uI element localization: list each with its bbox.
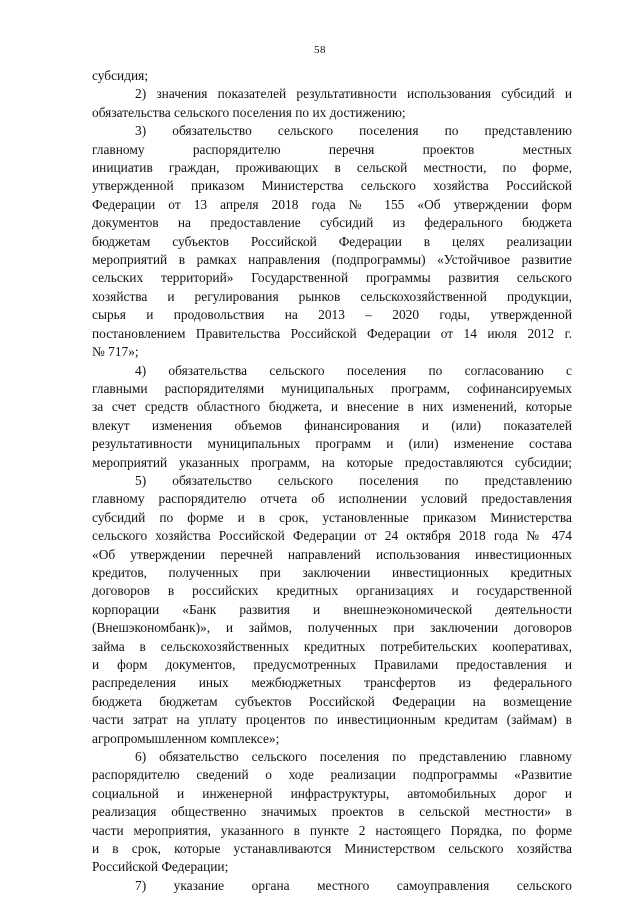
text-line: и в срок, которые устанавливаются Министерством сельского хозяйства	[92, 841, 572, 857]
text-line: займа в сельскохозяйственных кредитных потребительских кооперативах,	[92, 638, 572, 654]
text-line: бюджетам субъектов Российской Федерации в целях реализации	[92, 233, 572, 249]
text-line: 3) обязательство сельского поселения по представлению	[135, 123, 572, 139]
text-line: кредитов, полученных при заключении инвестиционных кредитных	[92, 564, 572, 580]
text-line: сырья и продовольствия на 2013 – 2020 годы, утвержденной	[92, 307, 572, 323]
text-line: главному распорядителю отчета об исполнении условий предоставления	[92, 491, 572, 507]
text-line: договоров в российских кредитных организациях и государственной	[92, 583, 572, 599]
text-line: утвержденной приказом Министерства сельского хозяйства Российской	[92, 178, 572, 194]
text-line: 7) указание органа местного самоуправления сельского	[135, 877, 572, 893]
text-line: субсидия;	[92, 68, 149, 83]
text-line: 6) обязательство сельского поселения по представлению главному	[135, 749, 572, 765]
text-line: влекут изменения объемов финансирования и (или) показателей	[92, 417, 572, 433]
text-line: реализация общественно значимых проектов в сельской местности» в	[92, 804, 572, 820]
text-line: социальной и инженерной инфраструктуры, автомобильных дорог и	[92, 785, 572, 801]
text-line: корпорации «Банк развития и внешнеэкономической деятельности	[92, 601, 572, 617]
text-line: мероприятий указанных программ, на которые предоставляются субсидии;	[92, 454, 572, 470]
text-line: за счет средств областного бюджета, и внесение в них изменений, которые	[92, 399, 572, 415]
text-line: 4) обязательства сельского поселения по согласованию с	[135, 362, 572, 378]
text-line: инициатив граждан, проживающих в сельской местности, по форме,	[92, 160, 572, 176]
text-line: «Об утверждении перечней направлений использования инвестиционных	[92, 546, 572, 562]
text-line: сельских территорий» Государственной программы развития сельского	[92, 270, 572, 286]
text-line: части мероприятия, указанного в пункте 2 настоящего Порядка, по форме	[92, 822, 572, 838]
text-line: части затрат на уплату процентов по инвестиционным кредитам (займам) в	[92, 712, 572, 728]
page-number: 58	[314, 44, 326, 56]
text-line: хозяйства и регулирования рынков сельскохозяйственной продукции,	[92, 288, 572, 304]
text-line: Федерации от 13 апреля 2018 года № 155 «Об утверждении форм	[92, 196, 572, 212]
text-line: бюджета бюджетам субъектов Российской Федерации на возмещение	[92, 693, 572, 709]
document-body	[92, 67, 572, 895]
text-line: 2) значения показателей результативности использования субсидий и	[135, 86, 572, 102]
text-line: № 717»;	[92, 344, 139, 360]
text-line: результативности муниципальных программ и (или) изменение состава	[92, 436, 572, 452]
text-line: главному распорядителю перечня проектов местных	[92, 141, 572, 157]
text-line: сельского хозяйства Российской Федерации от 24 октября 2018 года № 474	[92, 528, 572, 544]
text-line: мероприятий в рамках направления (подпрограммы) «Устойчивое развитие	[92, 252, 572, 268]
text-line: распределения иных межбюджетных трансфертов из федерального	[92, 675, 572, 691]
text-line: документов на предоставление субсидий из федерального бюджета	[92, 215, 572, 231]
text-line: обязательства сельского поселения по их достижению;	[92, 104, 406, 120]
text-line: 5) обязательство сельского поселения по представлению	[135, 472, 572, 488]
text-line: агропромышленном комплексе»;	[92, 730, 280, 746]
text-line: субсидий по форме и в срок, установленные приказом Министерства	[92, 509, 572, 525]
text-line: распорядителю сведений о ходе реализации подпрограммы «Развитие	[92, 767, 572, 783]
text-line: (Внешэкономбанк)», и займов, полученных при заключении договоров	[92, 620, 572, 636]
text-line: постановлением Правительства Российской Федерации от 14 июля 2012 г.	[92, 325, 572, 341]
text-line: и форм документов, предусмотренных Правилами предоставления и	[92, 657, 572, 672]
text-line: Российской Федерации;	[92, 859, 229, 875]
text-line: главными распорядителями муниципальных программ, софинансируемых	[92, 380, 572, 396]
